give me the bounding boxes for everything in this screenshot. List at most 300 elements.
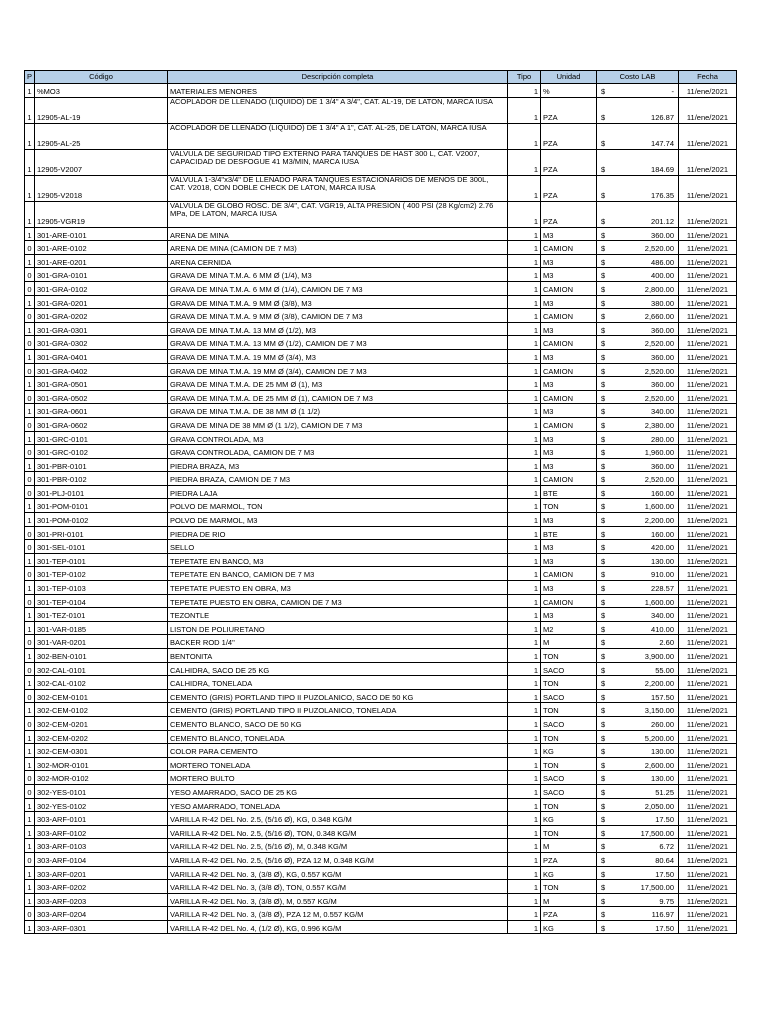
cell-fecha: 11/ene/2021 [679, 553, 737, 567]
cell-fecha: 11/ene/2021 [679, 594, 737, 608]
cell-costo [597, 499, 679, 513]
cell-codigo: 301-ARE-0102 [35, 241, 168, 255]
cell-unidad: KG [541, 812, 597, 826]
cell-costo [597, 175, 679, 201]
cost-value: 360.00 [651, 352, 674, 362]
cell-tipo: 1 [508, 377, 541, 391]
cell-unidad: TON [541, 798, 597, 812]
cell-unidad: PZA [541, 201, 597, 227]
cell-tipo: 1 [508, 149, 541, 175]
cell-fecha: 11/ene/2021 [679, 744, 737, 758]
cell-descripcion: PIEDRA BRAZA, M3 [168, 458, 508, 472]
cell-fecha: 11/ene/2021 [679, 404, 737, 418]
table-row [25, 123, 737, 149]
cell-codigo: 12905-AL-25 [35, 123, 168, 149]
table-row [25, 268, 737, 282]
cell-p: 1 [25, 201, 35, 227]
cell-costo [597, 621, 679, 635]
currency-symbol: $ [601, 312, 606, 322]
cell-fecha: 11/ene/2021 [679, 812, 737, 826]
cell-descripcion: TEZONTLE [168, 608, 508, 622]
table-row [25, 336, 737, 350]
cell-unidad: TON [541, 730, 597, 744]
cell-descripcion: CEMENTO (GRIS) PORTLAND TIPO II PUZOLANICO, TONELADA [168, 703, 508, 717]
cell-costo [597, 744, 679, 758]
cell-p: 1 [25, 295, 35, 309]
cell-descripcion: VARILLA R-42 DEL No. 3, (3/8 Ø), KG, 0.557 KG/M [168, 866, 508, 880]
cell-descripcion: GRAVA DE MINA T.M.A. 13 MM Ø (1/2), CAMION DE 7 M3 [168, 336, 508, 350]
table-row [25, 390, 737, 404]
table-row [25, 812, 737, 826]
cell-tipo: 1 [508, 757, 541, 771]
currency-symbol: $ [601, 257, 606, 267]
cell-unidad: SACO [541, 771, 597, 785]
cell-tipo: 1 [508, 716, 541, 730]
cell-costo [597, 309, 679, 323]
cell-tipo: 1 [508, 621, 541, 635]
cell-unidad: TON [541, 825, 597, 839]
cost-value: 176.35 [651, 191, 674, 200]
cell-p: 1 [25, 866, 35, 880]
table-row [25, 689, 737, 703]
cell-costo [597, 458, 679, 472]
cell-codigo: 12905-V2007 [35, 149, 168, 175]
cell-descripcion: TEPETATE PUESTO EN OBRA, CAMION DE 7 M3 [168, 594, 508, 608]
cell-unidad: M3 [541, 445, 597, 459]
currency-symbol: $ [601, 191, 606, 200]
cell-descripcion: GRAVA DE MINA T.M.A. 19 MM Ø (3/4), M3 [168, 349, 508, 363]
currency-symbol: $ [601, 461, 606, 471]
cell-fecha: 11/ene/2021 [679, 458, 737, 472]
currency-symbol: $ [601, 339, 606, 349]
table-row [25, 825, 737, 839]
currency-symbol: $ [601, 719, 606, 729]
cost-value: 3,150.00 [644, 706, 674, 716]
cell-p: 0 [25, 268, 35, 282]
cell-fecha: 11/ene/2021 [679, 920, 737, 934]
cost-value: 360.00 [651, 461, 674, 471]
cell-codigo: 302-CEM-0201 [35, 716, 168, 730]
cost-value: 360.00 [651, 380, 674, 390]
cell-descripcion: PIEDRA BRAZA, CAMION DE 7 M3 [168, 472, 508, 486]
cell-p: 1 [25, 499, 35, 513]
cell-fecha: 11/ene/2021 [679, 649, 737, 663]
cell-costo [597, 526, 679, 540]
currency-symbol: $ [601, 230, 606, 240]
cost-value: 2,800.00 [644, 284, 674, 294]
cell-p: 1 [25, 322, 35, 336]
cell-costo [597, 281, 679, 295]
cell-fecha: 11/ene/2021 [679, 84, 737, 98]
cell-codigo: 301-GRA-0501 [35, 377, 168, 391]
cell-tipo: 1 [508, 431, 541, 445]
cell-codigo: 301-GRA-0102 [35, 281, 168, 295]
table-row [25, 866, 737, 880]
currency-symbol: $ [601, 679, 606, 689]
cell-descripcion: GRAVA DE MINA T.M.A. DE 38 MM Ø (1 1/2) [168, 404, 508, 418]
cell-codigo: 302-CEM-0301 [35, 744, 168, 758]
cell-descripcion: POLVO DE MARMOL, TON [168, 499, 508, 513]
currency-symbol: $ [601, 407, 606, 417]
cell-tipo: 1 [508, 689, 541, 703]
cell-codigo: 301-GRA-0201 [35, 295, 168, 309]
cell-costo [597, 241, 679, 255]
header-tipo: Tipo [508, 71, 541, 84]
cell-unidad: TON [541, 757, 597, 771]
cell-costo [597, 649, 679, 663]
cell-fecha: 11/ene/2021 [679, 893, 737, 907]
cell-p: 1 [25, 349, 35, 363]
cell-codigo: 303-ARF-0204 [35, 907, 168, 921]
cell-codigo: 302-CEM-0102 [35, 703, 168, 717]
cost-value: 420.00 [651, 543, 674, 553]
table-row [25, 227, 737, 241]
cell-p: 1 [25, 404, 35, 418]
currency-symbol: $ [601, 584, 606, 594]
cell-unidad: M2 [541, 621, 597, 635]
cell-codigo: 301-TEP-0102 [35, 567, 168, 581]
cell-p: 1 [25, 123, 35, 149]
cost-value: 201.12 [651, 217, 674, 226]
currency-symbol: $ [601, 815, 606, 825]
cell-unidad: M3 [541, 553, 597, 567]
currency-symbol: $ [601, 529, 606, 539]
cell-costo [597, 201, 679, 227]
cell-codigo: 301-TEP-0104 [35, 594, 168, 608]
cell-p: 1 [25, 825, 35, 839]
cost-value: 228.57 [651, 584, 674, 594]
cell-fecha: 11/ene/2021 [679, 730, 737, 744]
cell-tipo: 1 [508, 594, 541, 608]
cell-costo [597, 771, 679, 785]
cell-descripcion: GRAVA CONTROLADA, CAMION DE 7 M3 [168, 445, 508, 459]
table-row [25, 404, 737, 418]
cell-descripcion: VARILLA R-42 DEL No. 4, (1/2 Ø), KG, 0.996 KG/M [168, 920, 508, 934]
cell-unidad: CAMION [541, 363, 597, 377]
cell-tipo: 1 [508, 458, 541, 472]
cell-tipo: 1 [508, 880, 541, 894]
currency-symbol: $ [601, 801, 606, 811]
cost-value: 116.97 [651, 910, 674, 920]
cell-p: 1 [25, 149, 35, 175]
cell-fecha: 11/ene/2021 [679, 431, 737, 445]
cell-codigo: 301-GRA-0401 [35, 349, 168, 363]
cell-descripcion: POLVO DE MARMOL, M3 [168, 513, 508, 527]
table-row [25, 431, 737, 445]
cell-fecha: 11/ene/2021 [679, 97, 737, 123]
cell-fecha: 11/ene/2021 [679, 349, 737, 363]
cell-p: 1 [25, 431, 35, 445]
cell-fecha: 11/ene/2021 [679, 757, 737, 771]
cell-unidad: KG [541, 866, 597, 880]
cost-value: 360.00 [651, 230, 674, 240]
cell-descripcion: VARILLA R-42 DEL No. 3, (3/8 Ø), PZA 12 M, 0.557 KG/M [168, 907, 508, 921]
cell-tipo: 1 [508, 907, 541, 921]
cell-descripcion: BACKER ROD 1/4" [168, 635, 508, 649]
cell-p: 0 [25, 852, 35, 866]
table-row [25, 798, 737, 812]
cell-tipo: 1 [508, 662, 541, 676]
cell-unidad: M3 [541, 377, 597, 391]
cell-descripcion: VARILLA R-42 DEL No. 2.5, (5/16 Ø), KG, 0.348 KG/M [168, 812, 508, 826]
cost-value: 1,600.00 [644, 502, 674, 512]
currency-symbol: $ [601, 543, 606, 553]
cell-codigo: 301-POM-0102 [35, 513, 168, 527]
table-row [25, 676, 737, 690]
cell-descripcion: GRAVA DE MINA DE 38 MM Ø (1 1/2), CAMION DE 7 M3 [168, 417, 508, 431]
cell-unidad: CAMION [541, 390, 597, 404]
cell-codigo: 301-SEL-0101 [35, 540, 168, 554]
cell-codigo: 303-ARF-0202 [35, 880, 168, 894]
cell-p: 0 [25, 281, 35, 295]
cell-costo [597, 295, 679, 309]
cell-codigo: 303-ARF-0203 [35, 893, 168, 907]
cell-unidad: M3 [541, 513, 597, 527]
cell-fecha: 11/ene/2021 [679, 485, 737, 499]
cell-costo [597, 513, 679, 527]
cell-tipo: 1 [508, 268, 541, 282]
cell-p: 1 [25, 920, 35, 934]
cell-costo [597, 893, 679, 907]
cell-fecha: 11/ene/2021 [679, 839, 737, 853]
cell-tipo: 1 [508, 784, 541, 798]
cell-costo [597, 567, 679, 581]
table-row [25, 309, 737, 323]
cell-descripcion: VARILLA R-42 DEL No. 2.5, (5/16 Ø), M, 0.348 KG/M [168, 839, 508, 853]
table-row [25, 254, 737, 268]
currency-symbol: $ [601, 516, 606, 526]
cell-p: 0 [25, 689, 35, 703]
cell-fecha: 11/ene/2021 [679, 268, 737, 282]
currency-symbol: $ [601, 665, 606, 675]
cell-costo [597, 920, 679, 934]
cell-unidad: M3 [541, 227, 597, 241]
cell-descripcion: GRAVA DE MINA T.M.A. 6 MM Ø (1/4), M3 [168, 268, 508, 282]
cell-tipo: 1 [508, 322, 541, 336]
cell-unidad: M3 [541, 540, 597, 554]
cell-descripcion: COLOR PARA CEMENTO [168, 744, 508, 758]
cell-descripcion: CEMENTO BLANCO, SACO DE 50 KG [168, 716, 508, 730]
table-row [25, 499, 737, 513]
cell-unidad: KG [541, 744, 597, 758]
currency-symbol: $ [601, 448, 606, 458]
cell-tipo: 1 [508, 84, 541, 98]
cell-costo [597, 431, 679, 445]
cost-value: 1,600.00 [644, 597, 674, 607]
table-row [25, 472, 737, 486]
cell-fecha: 11/ene/2021 [679, 123, 737, 149]
cell-tipo: 1 [508, 417, 541, 431]
cell-codigo: 301-GRA-0402 [35, 363, 168, 377]
currency-symbol: $ [601, 842, 606, 852]
cell-descripcion: VALVULA DE SEGURIDAD TIPO EXTERNO PARA TANQUES DE HAST 300 L, CAT. V2007, CAPACIDAD DE DESFOGUE 41 M3/MIN, MARCA IUSA [168, 149, 508, 175]
cell-costo [597, 907, 679, 921]
cell-codigo: 301-VAR-0185 [35, 621, 168, 635]
cell-costo [597, 676, 679, 690]
cell-codigo: 301-TEP-0103 [35, 581, 168, 595]
cell-descripcion: GRAVA DE MINA T.M.A. 13 MM Ø (1/2), M3 [168, 322, 508, 336]
cost-value: 130.00 [651, 774, 674, 784]
cell-fecha: 11/ene/2021 [679, 472, 737, 486]
cell-costo [597, 662, 679, 676]
currency-symbol: $ [601, 883, 606, 893]
cell-unidad: BTE [541, 485, 597, 499]
cell-costo [597, 390, 679, 404]
cell-codigo: 302-BEN-0101 [35, 649, 168, 663]
cell-codigo: 302-CAL-0102 [35, 676, 168, 690]
cell-p: 1 [25, 893, 35, 907]
table-row [25, 635, 737, 649]
table-row [25, 852, 737, 866]
cell-unidad: CAMION [541, 594, 597, 608]
cell-fecha: 11/ene/2021 [679, 201, 737, 227]
cell-p: 0 [25, 716, 35, 730]
cell-descripcion: VARILLA R-42 DEL No. 2.5, (5/16 Ø), TON, 0.348 KG/M [168, 825, 508, 839]
cell-unidad: M3 [541, 431, 597, 445]
cost-value: 910.00 [651, 570, 674, 580]
cell-fecha: 11/ene/2021 [679, 526, 737, 540]
cost-value: 17.50 [655, 923, 674, 933]
cell-unidad: TON [541, 499, 597, 513]
cell-costo [597, 227, 679, 241]
cell-fecha: 11/ene/2021 [679, 377, 737, 391]
cell-costo [597, 254, 679, 268]
cost-value: 340.00 [651, 407, 674, 417]
header-p: P [25, 71, 35, 84]
cost-value: 2,520.00 [644, 366, 674, 376]
cell-tipo: 1 [508, 553, 541, 567]
table-row [25, 649, 737, 663]
cell-descripcion: GRAVA DE MINA T.M.A. DE 25 MM Ø (1), CAMION DE 7 M3 [168, 390, 508, 404]
cell-p: 1 [25, 703, 35, 717]
currency-symbol: $ [601, 692, 606, 702]
cell-descripcion: VALVULA DE GLOBO ROSC. DE 3/4", CAT. VGR19, ALTA PRESION ( 400 PSI (28 Kg/cm2) 2.76 MPa, DE LATON, MARCA IUSA [168, 201, 508, 227]
cell-unidad: PZA [541, 123, 597, 149]
cell-unidad: CAMION [541, 472, 597, 486]
cell-p: 1 [25, 649, 35, 663]
currency-symbol: $ [601, 652, 606, 661]
cell-p: 1 [25, 377, 35, 391]
cell-descripcion: GRAVA CONTROLADA, M3 [168, 431, 508, 445]
cell-unidad: M [541, 635, 597, 649]
cell-codigo: 302-CEM-0202 [35, 730, 168, 744]
cell-costo [597, 798, 679, 812]
cell-unidad: M3 [541, 608, 597, 622]
cell-descripcion: GRAVA DE MINA T.M.A. 19 MM Ø (3/4), CAMION DE 7 M3 [168, 363, 508, 377]
cell-unidad: M3 [541, 458, 597, 472]
cell-descripcion: CALHIDRA, TONELADA [168, 676, 508, 690]
cost-value: 17.50 [655, 815, 674, 825]
cell-fecha: 11/ene/2021 [679, 309, 737, 323]
cell-fecha: 11/ene/2021 [679, 662, 737, 676]
cost-value: 160.00 [651, 488, 674, 498]
cell-costo [597, 812, 679, 826]
cost-value: 400.00 [651, 271, 674, 281]
cell-p: 1 [25, 97, 35, 123]
cell-descripcion: ARENA CERNIDA [168, 254, 508, 268]
cell-p: 1 [25, 621, 35, 635]
cell-tipo: 1 [508, 567, 541, 581]
cell-tipo: 1 [508, 920, 541, 934]
cell-costo [597, 404, 679, 418]
cell-codigo: 301-PBR-0101 [35, 458, 168, 472]
cell-tipo: 1 [508, 363, 541, 377]
cell-descripcion: TEPETATE EN BANCO, M3 [168, 553, 508, 567]
cell-p: 0 [25, 662, 35, 676]
cell-p: 1 [25, 880, 35, 894]
cell-descripcion: CEMENTO (GRIS) PORTLAND TIPO II PUZOLANICO, SACO DE 50 KG [168, 689, 508, 703]
cell-p: 0 [25, 594, 35, 608]
header-descripcion: Descripción completa [168, 71, 508, 84]
currency-symbol: $ [601, 733, 606, 743]
cost-value: 2.60 [659, 638, 674, 648]
cell-tipo: 1 [508, 97, 541, 123]
cell-costo [597, 784, 679, 798]
cell-costo [597, 322, 679, 336]
cost-value: 157.50 [651, 692, 674, 702]
cell-descripcion: YESO AMARRADO, TONELADA [168, 798, 508, 812]
table-row [25, 757, 737, 771]
cell-p: 0 [25, 417, 35, 431]
table-row [25, 201, 737, 227]
table-row [25, 730, 737, 744]
cell-p: 1 [25, 798, 35, 812]
cell-fecha: 11/ene/2021 [679, 363, 737, 377]
cell-fecha: 11/ene/2021 [679, 635, 737, 649]
cell-descripcion: LISTON DE POLIURETANO [168, 621, 508, 635]
cell-unidad: M3 [541, 295, 597, 309]
header-fecha: Fecha [679, 71, 737, 84]
cell-tipo: 1 [508, 893, 541, 907]
price-table [24, 70, 737, 934]
cell-codigo: 12905-VGR19 [35, 201, 168, 227]
cell-descripcion: GRAVA DE MINA T.M.A. 6 MM Ø (1/4), CAMION DE 7 M3 [168, 281, 508, 295]
cell-unidad: SACO [541, 662, 597, 676]
table-row [25, 241, 737, 255]
cost-value: 2,520.00 [644, 475, 674, 485]
cell-descripcion: ACOPLADOR DE LLENADO (LIQUIDO) DE 1 3/4" A 3/4", CAT. AL-19, DE LATON, MARCA IUSA [168, 97, 508, 123]
cell-fecha: 11/ene/2021 [679, 676, 737, 690]
currency-symbol: $ [601, 597, 606, 607]
cell-codigo: 301-GRA-0202 [35, 309, 168, 323]
cell-fecha: 11/ene/2021 [679, 417, 737, 431]
cell-unidad: CAMION [541, 417, 597, 431]
cell-tipo: 1 [508, 635, 541, 649]
cell-codigo: 302-YES-0102 [35, 798, 168, 812]
table-row [25, 84, 737, 98]
cell-tipo: 1 [508, 295, 541, 309]
cell-descripcion: ACOPLADOR DE LLENADO (LIQUIDO) DE 1 3/4" A 1", CAT. AL-25, DE LATON, MARCA IUSA [168, 123, 508, 149]
cell-codigo: 301-PBR-0102 [35, 472, 168, 486]
cell-descripcion: ARENA DE MINA [168, 227, 508, 241]
cell-unidad: PZA [541, 175, 597, 201]
cost-value: 184.69 [651, 165, 674, 174]
currency-symbol: $ [601, 774, 606, 784]
table-row [25, 621, 737, 635]
cell-costo [597, 336, 679, 350]
cell-costo [597, 866, 679, 880]
cell-p: 0 [25, 784, 35, 798]
cell-codigo: 301-GRA-0301 [35, 322, 168, 336]
cell-codigo: 301-GRA-0302 [35, 336, 168, 350]
cell-codigo: 12905-V2018 [35, 175, 168, 201]
cell-descripcion: YESO AMARRADO, SACO DE 25 KG [168, 784, 508, 798]
currency-symbol: $ [601, 760, 606, 770]
cell-codigo: 301-ARE-0201 [35, 254, 168, 268]
cell-tipo: 1 [508, 281, 541, 295]
cell-unidad: PZA [541, 852, 597, 866]
cell-codigo: 301-GRA-0502 [35, 390, 168, 404]
